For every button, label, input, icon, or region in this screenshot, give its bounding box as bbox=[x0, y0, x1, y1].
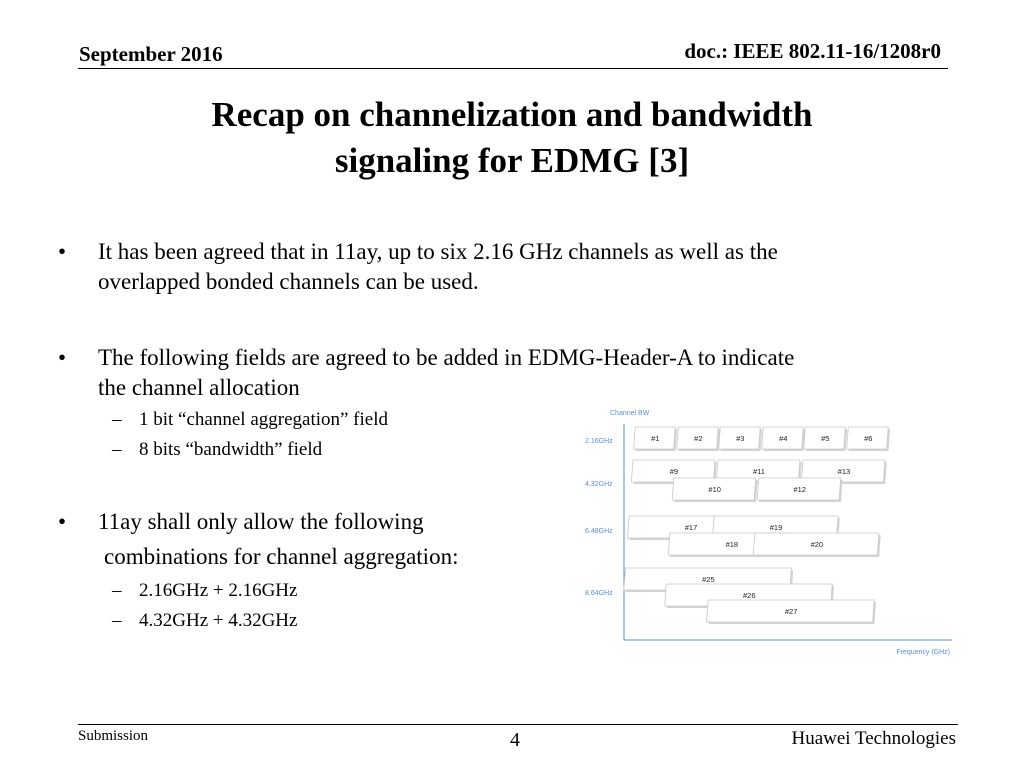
channelization-diagram bbox=[578, 402, 958, 664]
channel-label: #10 bbox=[708, 485, 721, 494]
bullet-glyph: • bbox=[58, 345, 67, 370]
bullet-1-line-1: It has been agreed that in 11ay, up to six 2.16 GHz channels as well as the bbox=[98, 239, 778, 264]
sub-bullet-3-1-text: 2.16GHz + 2.16GHz bbox=[139, 580, 298, 601]
dash-glyph: – bbox=[112, 439, 122, 460]
channel-label: #25 bbox=[702, 575, 715, 584]
sub-bullet-2-1-text: 1 bit “channel aggregation” field bbox=[139, 409, 389, 430]
channel-label: #12 bbox=[793, 485, 806, 494]
channel-box bbox=[762, 427, 805, 451]
dash-glyph: – bbox=[112, 580, 122, 601]
footer-divider bbox=[78, 724, 958, 725]
channel-label: #5 bbox=[821, 434, 830, 443]
row-label: 6.48GHz bbox=[585, 528, 613, 535]
bullet-2-line-2: the channel allocation bbox=[98, 375, 300, 400]
channel-label: #13 bbox=[837, 467, 851, 476]
title-line-2: signaling for EDMG [3] bbox=[334, 141, 690, 180]
row-labels bbox=[585, 438, 613, 597]
channel-label: #18 bbox=[725, 540, 739, 549]
channel-box bbox=[847, 427, 890, 451]
channel-label: #6 bbox=[864, 434, 873, 443]
row-label: 8.64GHz bbox=[585, 590, 613, 597]
bullet-1-line-2: overlapped bonded channels can be used. bbox=[98, 269, 479, 294]
channel-box bbox=[804, 427, 847, 451]
dash-glyph: – bbox=[112, 409, 122, 430]
footer-company: Huawei Technologies bbox=[791, 728, 956, 749]
channel-label: #20 bbox=[810, 540, 824, 549]
header-doc-id: doc.: IEEE 802.11-16/1208r0 bbox=[684, 39, 941, 63]
channel-label: #4 bbox=[779, 434, 788, 443]
row-label: 2.16GHz bbox=[585, 438, 613, 445]
header-divider bbox=[78, 68, 948, 69]
row-label: 4.32GHz bbox=[585, 481, 613, 488]
channel-label: #1 bbox=[651, 434, 660, 443]
channel-label: #27 bbox=[784, 607, 798, 616]
channel-label: #2 bbox=[694, 434, 703, 443]
channel-box bbox=[753, 533, 880, 557]
sub-bullet-2-2-text: 8 bits “bandwidth” field bbox=[139, 439, 323, 460]
channel-label: #26 bbox=[743, 591, 756, 600]
channel-box bbox=[677, 427, 720, 451]
channel-box bbox=[719, 427, 762, 451]
channel-box bbox=[634, 427, 677, 451]
page-number: 4 bbox=[510, 729, 520, 751]
channel-box bbox=[707, 600, 876, 624]
channel-boxes bbox=[624, 427, 890, 624]
bullet-3-line-1: 11ay shall only allow the following bbox=[98, 509, 424, 534]
title-line-1: Recap on channelization and bandwidth bbox=[211, 95, 813, 134]
bullet-glyph: • bbox=[58, 239, 67, 264]
footer-submission: Submission bbox=[78, 728, 149, 744]
header-date: September 2016 bbox=[79, 42, 223, 66]
channel-label: #11 bbox=[752, 467, 765, 476]
bullet-3-line-2: combinations for channel aggregation: bbox=[104, 544, 459, 569]
y-axis-label: Channel BW bbox=[610, 410, 650, 417]
channel-box bbox=[672, 478, 757, 502]
channel-label: #9 bbox=[669, 467, 679, 476]
sub-bullet-3-2-text: 4.32GHz + 4.32GHz bbox=[139, 610, 298, 631]
x-axis-label: Frequency (GHz) bbox=[896, 649, 950, 656]
slide-title bbox=[0, 92, 1024, 184]
channel-label: #19 bbox=[769, 523, 783, 532]
channel-label: #17 bbox=[684, 523, 698, 532]
bullet-glyph: • bbox=[58, 509, 67, 534]
bullet-2-line-1: The following fields are agreed to be added in EDMG-Header-A to indicate bbox=[98, 345, 795, 370]
channel-label: #3 bbox=[736, 434, 745, 443]
channel-box bbox=[757, 478, 842, 502]
dash-glyph: – bbox=[112, 610, 122, 631]
